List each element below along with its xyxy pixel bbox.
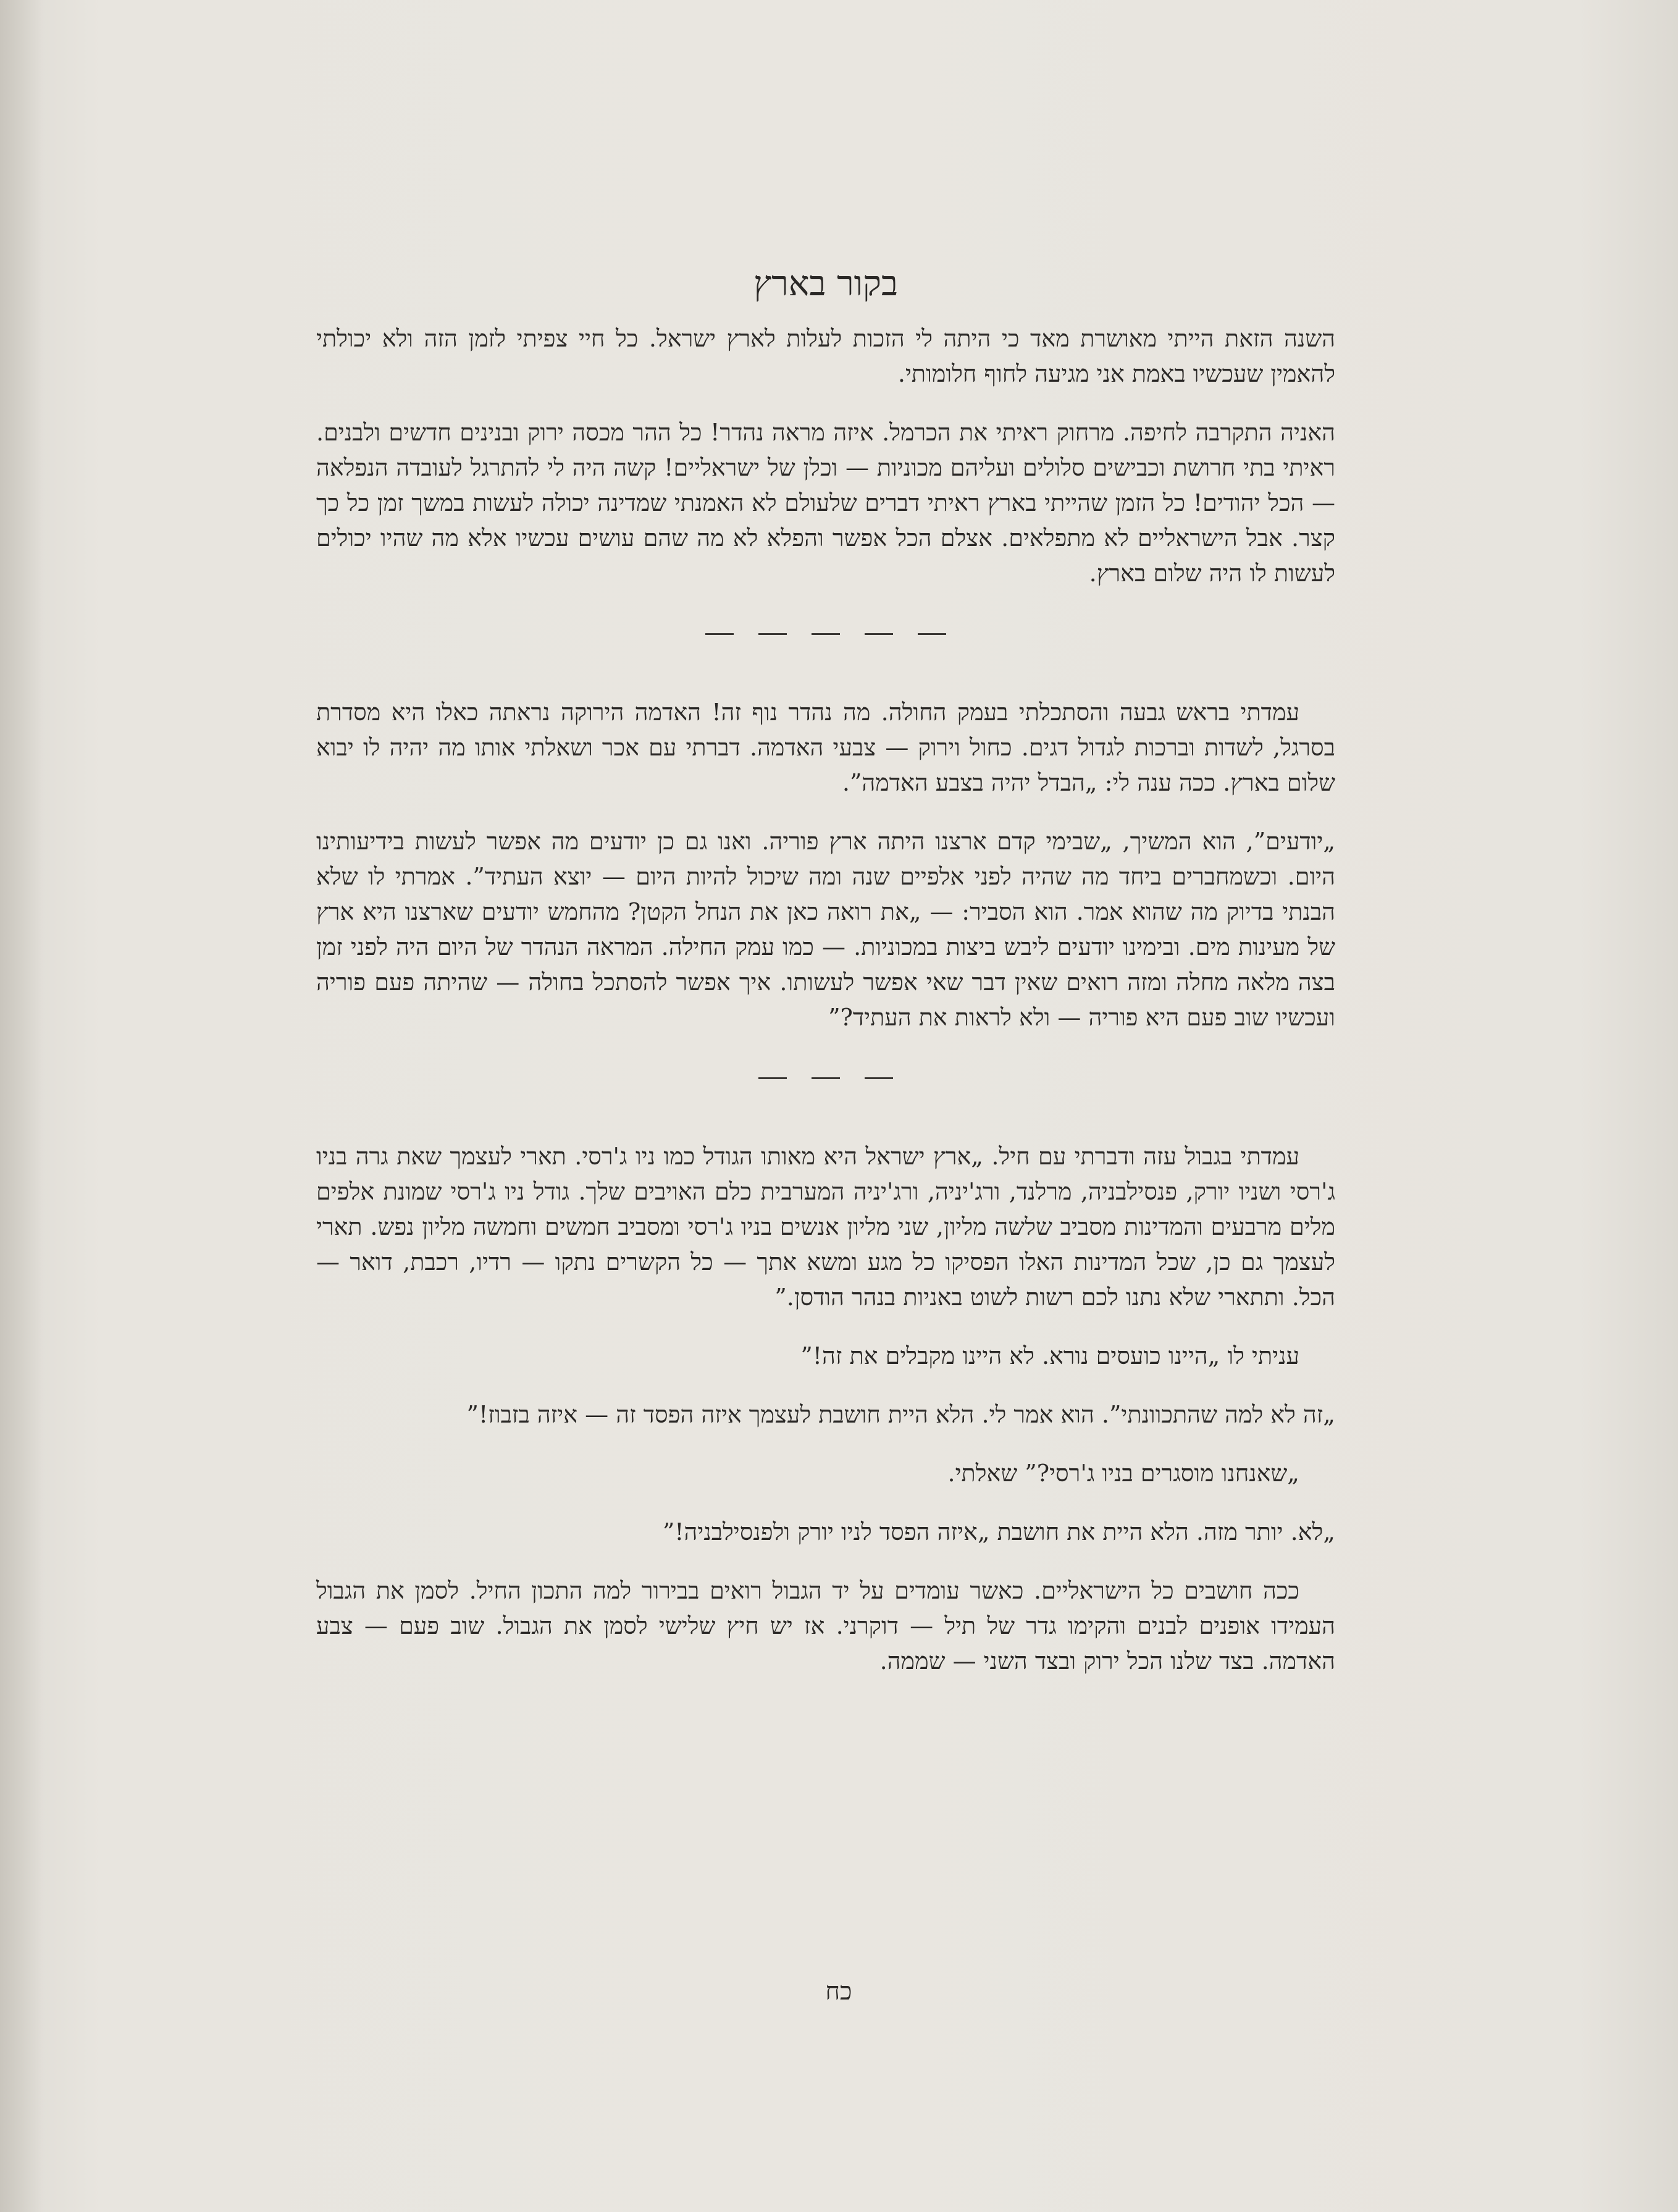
- paragraph: „זה לא למה שהתכוונתי”. הוא אמר לי. הלא היית חושבת לעצמך איזה הפסד זה — איזה בזבוז!”: [466, 1401, 1335, 1428]
- page-title: בקור בארץ: [753, 264, 898, 304]
- section-divider: [316, 1059, 1335, 1096]
- paragraph: השנה הזאת הייתי מאושרת מאד כי היתה לי הזכות לעלות לארץ ישראל. כל חיי צפיתי לזמן הזה ולא יכולתי להאמין שעכשיו באמת אני מגיעה לחוף חלומותי.: [316, 325, 1335, 387]
- paragraph: עניתי לו „היינו כועסים נורא. לא היינו מקבלים את זה!”: [800, 1342, 1299, 1369]
- text-column: [316, 259, 1335, 1702]
- paragraph: עמדתי בגבול עזה ודברתי עם חיל. „ארץ ישראל היא מאותו הגודל כמו ניו ג'רסי. תארי לעצמך שאת גרה בניו ג'רסי ושניו יורק, פנסילבניה, מרלנד, ורג'יניה, ורג'יניה המערבית כלם האויבים שלך. גודל ניו ג'רסי שמונת אלפים מלים מרבעים והמדינות מסביב שלשה מליון, שני מליון אנשים בניו ג'רסי ומסביב חמשים וחמשה מליון נפש. תארי לעצמך גם כן, שכל המדינות האלו הפסיקו כל מגע ומשא אתך — כל הקשרים נתקו — רדיו, רכבת, דואר — הכל. ותתארי שלא נתנו לכם רשות לשוט באניות בנהר הודסן.”: [316, 1143, 1335, 1311]
- paragraph: עמדתי בראש גבעה והסתכלתי בעמק החולה. מה נהדר נוף זה! האדמה הירוקה נראתה כאלו היא מסדרת בסרגל, לשדות וברכות לגדול דגים. כחול וירוק — צבעי האדמה. דברתי עם אכר ושאלתי אותו מה יהיה לו יבוא שלום בארץ. ככה ענה לי: „הבדל יהיה בצבע האדמה”.: [316, 699, 1335, 796]
- section-divider: [316, 615, 1335, 652]
- paragraph: „שאנחנו מוסגרים בניו ג'רסי?” שאלתי.: [947, 1460, 1299, 1487]
- page-number: כח: [825, 1977, 852, 2006]
- paragraph: „לא. יותר מזה. הלא היית את חושבת „איזה הפסד לניו יורק ולפנסילבניה!”: [662, 1518, 1335, 1545]
- paragraph: ככה חושבים כל הישראליים. כאשר עומדים על יד הגבול רואים בבירור למה התכון החיל. לסמן את הגבול העמידו אופנים לבנים והקימו גדר של תיל — דוקרני. אז יש חיץ שלישי לסמן את הגבול. שוב פעם — צבע האדמה. בצד שלנו הכל ירוק ובצד השני — שממה.: [316, 1577, 1335, 1675]
- paragraph: „יודעים”, הוא המשיך, „שבימי קדם ארצנו היתה ארץ פוריה. ואנו גם כן יודעים מה אפשר לעשות בידיעותינו היום. וכשמחברים ביחד מה שהיה לפני אלפיים שנה ומה שיכול להיות היום — יוצא העתיד”. אמרתי לו שלא הבנתי בדיוק מה שהוא אמר. הוא הסביר: — „את רואה כאן את הנחל הקטן? מהחמש יודעים שארצנו היא ארץ של מעינות מים. ובימינו יודעים ליבש ביצות במכוניות. — כמו עמק החילה. המראה הנהדר של היום היה לפני זמן בצה מלאה מחלה ומזה רואים שאין דבר שאי אפשר לעשותו. איך אפשר להסתכל בחולה — שהיתה פעם פוריה ועכשיו שוב פעם היא פוריה — ולא לראות את העתיד?”: [316, 828, 1336, 1031]
- paragraph: האניה התקרבה לחיפה. מרחוק ראיתי את הכרמל. איזה מראה נהדר! כל ההר מכסה ירוק ובנינים חדשים ולבנים. ראיתי בתי חרושת וכבישים סלולים ועליהם מכוניות — וכלן של ישראליים! קשה היה לי להתרגל לעובדה הנפלאה — הכל יהודים! כל הזמן שהייתי בארץ ראיתי דברים שלעולם לא האמנתי שמדינה יכולה לעשות במשך זמן כל כך קצר. אבל הישראליים לא מתפלאים. אצלם הכל אפשר והפלא לא מה שהם עושים עכשיו אלא מה שהיו יכולים לעשות לו היה שלום בארץ.: [316, 419, 1335, 587]
- page-edge-shadow: [0, 0, 43, 2212]
